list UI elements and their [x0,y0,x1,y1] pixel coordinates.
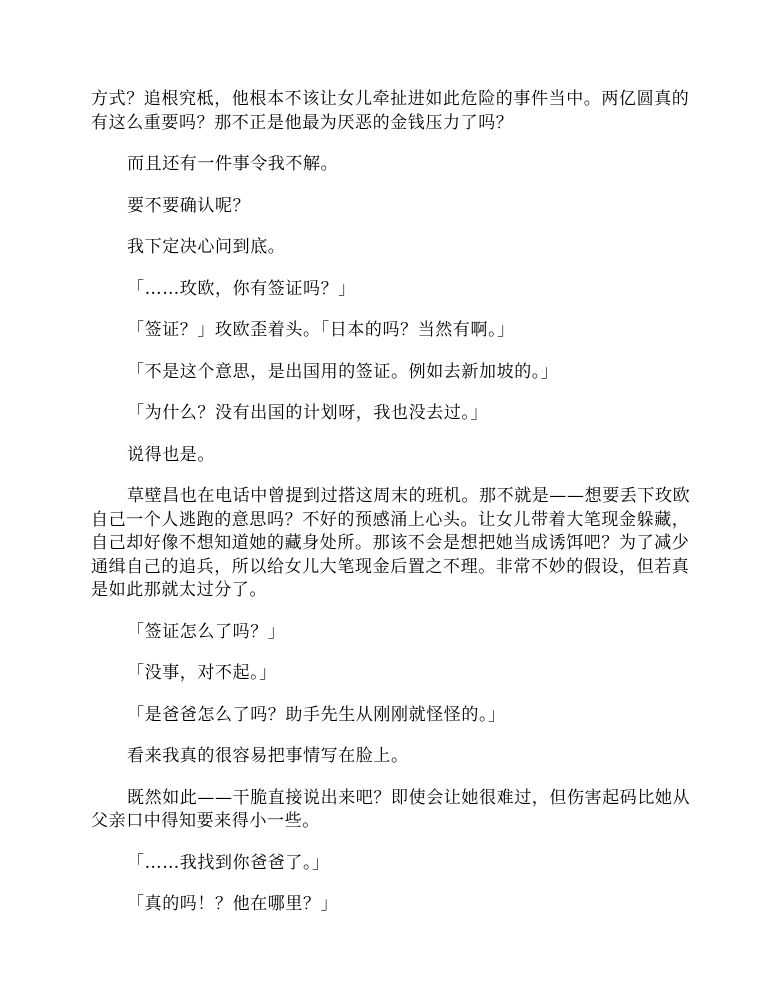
dialogue-line: 「……我找到你爸爸了。」 [127,852,330,873]
dialogue-line: 「没事，对不起。」 [127,663,277,683]
document-page [91,88,691,935]
paragraph: 既然如此——干脆直接说出来吧？即使会让她很难过，但伤害起码比她从父亲口中得知要来得小一些。 [91,787,691,831]
dialogue-line: 「真的吗！？他在哪里？」 [127,894,339,914]
paragraph: 而且还有一件事令我不解。 [127,154,339,174]
dialogue-line: 「签证？」玫欧歪着头。「日本的吗？当然有啊。」 [127,320,515,340]
paragraph: 要不要确认呢？ [127,195,251,216]
dialogue-line: 「签证怎么了吗？」 [127,621,286,642]
dialogue-line: 「……玫欧，你有签证吗？」 [127,278,356,299]
paragraph: 我下定决心问到底。 [127,237,286,257]
paragraph: 方式？追根究柢，他根本不该让女儿牵扯进如此危险的事件当中。两亿圆真的有这么重要吗？那不正是他最为厌恶的金钱压力了吗？ [91,89,690,133]
dialogue-line: 「不是这个意思，是出国用的签证。例如去新加坡的。」 [127,361,559,382]
dialogue-line: 「为什么？没有出国的计划呀，我也没去过。」 [127,403,489,423]
paragraph: 草壁昌也在电话中曾提到过搭这周末的班机。那不就是——想要丢下玫欧自己一个人逃跑的意思吗？不好的预感涌上心头。让女儿带着大笔现金躲藏，自己却好像不想知道她的藏身处所。那该不会是想把她当成诱饵吧？为了减少通缉自己的追兵，所以给女儿大笔现金后置之不理。非常不妙的假设，但若真是如此那就太过分了。 [91,486,691,600]
dialogue-line: 「是爸爸怎么了吗？助手先生从刚刚就怪怪的。」 [127,704,506,725]
paragraph: 看来我真的很容易把事情写在脸上。 [127,746,409,766]
paragraph: 说得也是。 [127,444,215,465]
